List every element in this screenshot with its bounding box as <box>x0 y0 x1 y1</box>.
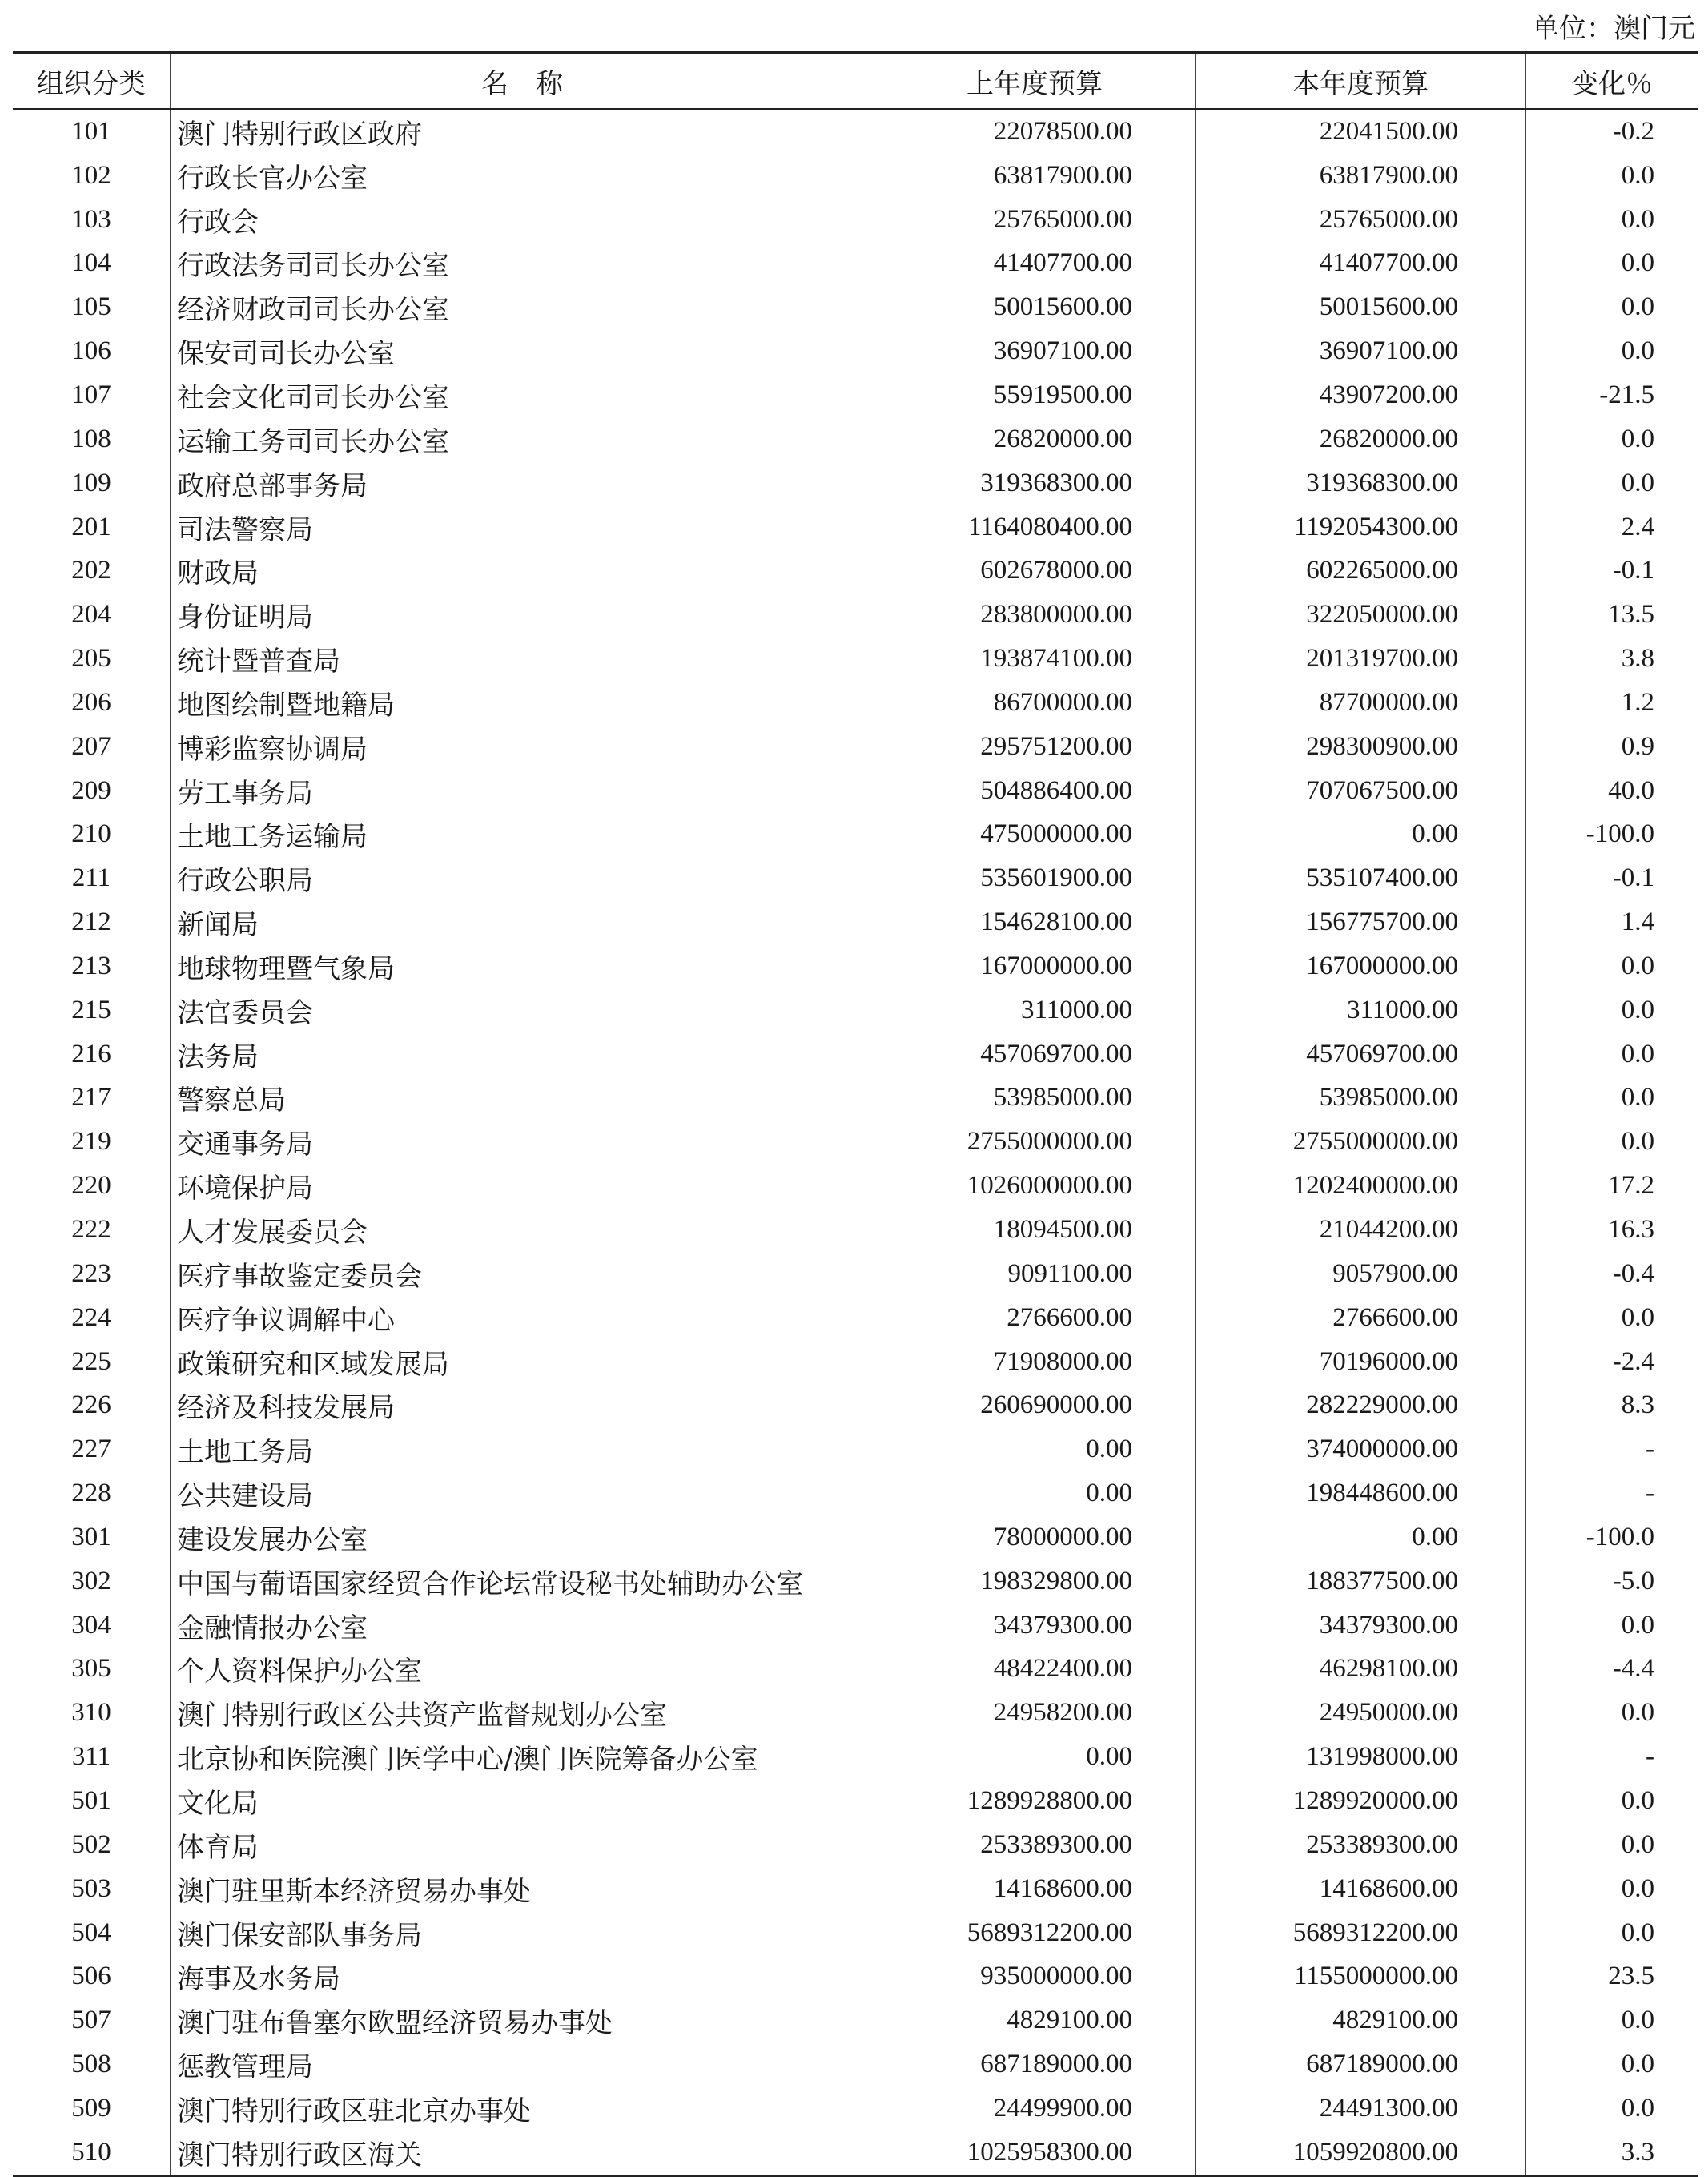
table-row <box>13 1998 1698 2042</box>
cell-change: 23.5 <box>1526 1954 1698 1998</box>
cell-prev-budget: 9091100.00 <box>874 1252 1196 1296</box>
cell-prev-budget: 2766600.00 <box>874 1296 1196 1340</box>
cell-curr-budget: 1192054300.00 <box>1196 505 1526 549</box>
cell-code: 509 <box>71 2093 111 2123</box>
cell-change: 0.0 <box>1526 2086 1698 2131</box>
header-row <box>13 53 1698 110</box>
cell-name: 金融情报办公室 <box>171 1604 874 1648</box>
table-row <box>13 681 1698 725</box>
table-row <box>13 1648 1698 1692</box>
cell-curr-budget: 26820000.00 <box>1196 417 1526 461</box>
budget-table <box>13 51 1698 2177</box>
cell-curr-budget: 167000000.00 <box>1196 944 1526 988</box>
cell-curr-budget: 311000.00 <box>1196 988 1526 1032</box>
cell-code: 305 <box>71 1654 111 1684</box>
table-row <box>13 1911 1698 1955</box>
cell-change: 0.0 <box>1526 2042 1698 2086</box>
cell-prev-budget: 935000000.00 <box>874 1954 1196 1998</box>
cell-code: 107 <box>71 380 111 409</box>
cell-curr-budget: 0.00 <box>1196 1515 1526 1559</box>
cell-change: 0.0 <box>1526 154 1698 198</box>
table-row <box>13 329 1698 373</box>
cell-curr-budget: 63817900.00 <box>1196 154 1526 198</box>
cell-code: 104 <box>71 248 111 278</box>
cell-change: 2.4 <box>1526 505 1698 549</box>
table-row <box>13 769 1698 813</box>
cell-curr-budget: 5689312200.00 <box>1196 1911 1526 1955</box>
cell-code: 202 <box>71 556 111 585</box>
cell-name: 中国与葡语国家经贸合作论坛常设秘书处辅助办公室 <box>171 1559 874 1604</box>
cell-prev-budget: 25765000.00 <box>874 198 1196 242</box>
cell-curr-budget: 602265000.00 <box>1196 549 1526 593</box>
cell-name: 行政会 <box>171 198 874 242</box>
cell-change: 0.0 <box>1526 417 1698 461</box>
table-row <box>13 1779 1698 1823</box>
cell-code: 304 <box>71 1610 111 1640</box>
cell-curr-budget: 0.00 <box>1196 813 1526 857</box>
cell-curr-budget: 198448600.00 <box>1196 1471 1526 1515</box>
cell-curr-budget: 43907200.00 <box>1196 373 1526 417</box>
cell-prev-budget: 283800000.00 <box>874 593 1196 637</box>
cell-prev-budget: 154628100.00 <box>874 900 1196 944</box>
cell-name: 土地工务局 <box>171 1427 874 1471</box>
cell-change: 0.0 <box>1526 1691 1698 1735</box>
cell-prev-budget: 1164080400.00 <box>874 505 1196 549</box>
cell-code: 108 <box>71 424 111 453</box>
table-row <box>13 1867 1698 1911</box>
table-row <box>13 813 1698 857</box>
table-row <box>13 1032 1698 1076</box>
cell-prev-budget: 311000.00 <box>874 988 1196 1032</box>
cell-code: 105 <box>71 292 111 322</box>
cell-name: 公共建设局 <box>171 1471 874 1515</box>
table-row <box>13 1691 1698 1735</box>
cell-name: 政策研究和区域发展局 <box>171 1340 874 1384</box>
cell-change: 0.0 <box>1526 242 1698 286</box>
cell-prev-budget: 41407700.00 <box>874 242 1196 286</box>
cell-code: 301 <box>71 1522 111 1551</box>
cell-prev-budget: 504886400.00 <box>874 769 1196 813</box>
cell-code: 228 <box>71 1479 111 1508</box>
cell-curr-budget: 1155000000.00 <box>1196 1954 1526 1998</box>
cell-change: 16.3 <box>1526 1208 1698 1252</box>
cell-change: 0.0 <box>1526 1120 1698 1164</box>
cell-name: 博彩监察协调局 <box>171 725 874 769</box>
cell-curr-budget: 70196000.00 <box>1196 1340 1526 1384</box>
cell-change: 0.0 <box>1526 1779 1698 1823</box>
cell-name: 土地工务运输局 <box>171 813 874 857</box>
cell-prev-budget: 260690000.00 <box>874 1383 1196 1427</box>
table-row <box>13 1120 1698 1164</box>
cell-prev-budget: 1026000000.00 <box>874 1164 1196 1208</box>
cell-code: 510 <box>13 2131 171 2175</box>
cell-name: 经济及科技发展局 <box>171 1383 874 1427</box>
cell-curr-budget: 24950000.00 <box>1196 1691 1526 1735</box>
table-row <box>13 1604 1698 1648</box>
cell-code: 204 <box>71 600 111 630</box>
cell-prev-budget: 535601900.00 <box>874 856 1196 900</box>
cell-curr-budget: 131998000.00 <box>1196 1735 1526 1779</box>
cell-name: 北京协和医院澳门医学中心/澳门医院筹备办公室 <box>171 1735 874 1779</box>
cell-change: 0.0 <box>1526 285 1698 329</box>
cell-curr-budget: 4829100.00 <box>1196 1998 1526 2042</box>
cell-name: 行政公职局 <box>171 856 874 900</box>
cell-code: 226 <box>71 1390 111 1420</box>
cell-change: 0.0 <box>1526 1076 1698 1121</box>
cell-prev-budget: 0.00 <box>874 1735 1196 1779</box>
cell-name: 行政长官办公室 <box>171 154 874 198</box>
cell-code: 213 <box>71 951 111 980</box>
cell-curr-budget: 41407700.00 <box>1196 242 1526 286</box>
cell-name: 环境保护局 <box>171 1164 874 1208</box>
cell-name: 身份证明局 <box>171 593 874 637</box>
cell-prev-budget: 319368300.00 <box>874 461 1196 505</box>
cell-change: 8.3 <box>1526 1383 1698 1427</box>
table-row <box>13 417 1698 461</box>
cell-change: - <box>1526 1735 1698 1779</box>
table-row <box>13 1252 1698 1296</box>
cell-curr-budget: 156775700.00 <box>1196 900 1526 944</box>
cell-code: 212 <box>71 907 111 937</box>
cell-name: 澳门特别行政区驻北京办事处 <box>171 2086 874 2131</box>
cell-change: 1.4 <box>1526 900 1698 944</box>
table-row <box>13 900 1698 944</box>
cell-code: 220 <box>71 1171 111 1201</box>
cell-code: 211 <box>71 863 111 893</box>
cell-name: 政府总部事务局 <box>171 461 874 505</box>
cell-change: -100.0 <box>1526 1515 1698 1559</box>
cell-change: - <box>1526 1427 1698 1471</box>
cell-code: 506 <box>71 1962 111 1991</box>
cell-name: 澳门保安部队事务局 <box>171 1911 874 1955</box>
cell-prev-budget: 26820000.00 <box>874 417 1196 461</box>
cell-prev-budget: 4829100.00 <box>874 1998 1196 2042</box>
cell-code: 219 <box>71 1127 111 1157</box>
table-row <box>13 109 1698 154</box>
cell-change: 0.0 <box>1526 461 1698 505</box>
cell-curr-budget: 25765000.00 <box>1196 198 1526 242</box>
cell-curr-budget: 282229000.00 <box>1196 1383 1526 1427</box>
cell-code: 215 <box>71 995 111 1024</box>
cell-name: 劳工事务局 <box>171 769 874 813</box>
cell-name: 警察总局 <box>171 1076 874 1121</box>
cell-prev-budget: 55919500.00 <box>874 373 1196 417</box>
cell-change: -0.4 <box>1526 1252 1698 1296</box>
cell-change: 0.0 <box>1526 1032 1698 1076</box>
cell-name: 澳门特别行政区政府 <box>171 109 874 154</box>
cell-code: 227 <box>71 1435 111 1464</box>
table-row <box>13 944 1698 988</box>
cell-name: 地球物理暨气象局 <box>171 944 874 988</box>
cell-curr-budget: 2755000000.00 <box>1196 1120 1526 1164</box>
cell-curr-budget: 535107400.00 <box>1196 856 1526 900</box>
cell-name: 医疗争议调解中心 <box>171 1296 874 1340</box>
cell-prev-budget: 14168600.00 <box>874 1867 1196 1911</box>
header-name: 名 称 <box>171 53 874 110</box>
cell-curr-budget: 1059920800.00 <box>1196 2131 1526 2175</box>
table-row <box>13 1296 1698 1340</box>
cell-name: 法务局 <box>171 1032 874 1076</box>
cell-curr-budget: 22041500.00 <box>1196 109 1526 154</box>
cell-prev-budget: 295751200.00 <box>874 725 1196 769</box>
cell-change: 13.5 <box>1526 593 1698 637</box>
cell-name: 经济财政司司长办公室 <box>171 285 874 329</box>
cell-name: 行政法务司司长办公室 <box>171 242 874 286</box>
cell-change: 0.0 <box>1526 1998 1698 2042</box>
cell-code: 311 <box>71 1742 111 1772</box>
cell-name: 交通事务局 <box>171 1120 874 1164</box>
cell-prev-budget: 78000000.00 <box>874 1515 1196 1559</box>
cell-prev-budget: 34379300.00 <box>874 1604 1196 1648</box>
header-prev-budget: 上年度预算 <box>874 53 1196 110</box>
cell-change: 0.0 <box>1526 988 1698 1032</box>
cell-prev-budget: 50015600.00 <box>874 285 1196 329</box>
cell-name: 澳门驻布鲁塞尔欧盟经济贸易办事处 <box>171 1998 874 2042</box>
cell-change: -21.5 <box>1526 373 1698 417</box>
header-curr-budget: 本年度预算 <box>1196 53 1526 110</box>
cell-curr-budget: 1289920000.00 <box>1196 1779 1526 1823</box>
cell-change: 0.0 <box>1526 1867 1698 1911</box>
table-row <box>13 2042 1698 2086</box>
cell-name: 司法警察局 <box>171 505 874 549</box>
cell-name: 澳门特别行政区公共资产监督规划办公室 <box>171 1691 874 1735</box>
cell-change: -2.4 <box>1526 1340 1698 1384</box>
cell-code: 217 <box>71 1083 111 1113</box>
cell-code: 507 <box>71 2006 111 2035</box>
cell-name: 人才发展委员会 <box>171 1208 874 1252</box>
table-row <box>13 2086 1698 2131</box>
cell-curr-budget: 687189000.00 <box>1196 2042 1526 2086</box>
cell-prev-budget: 457069700.00 <box>874 1032 1196 1076</box>
cell-curr-budget: 188377500.00 <box>1196 1559 1526 1604</box>
cell-name: 建设发展办公室 <box>171 1515 874 1559</box>
cell-prev-budget: 2755000000.00 <box>874 1120 1196 1164</box>
cell-curr-budget: 36907100.00 <box>1196 329 1526 373</box>
cell-prev-budget: 63817900.00 <box>874 154 1196 198</box>
cell-prev-budget: 1025958300.00 <box>874 2131 1196 2175</box>
cell-name: 统计暨普查局 <box>171 637 874 681</box>
table-row <box>13 1823 1698 1867</box>
cell-prev-budget: 48422400.00 <box>874 1648 1196 1692</box>
table-row <box>13 1208 1698 1252</box>
cell-curr-budget: 21044200.00 <box>1196 1208 1526 1252</box>
cell-prev-budget: 22078500.00 <box>874 109 1196 154</box>
cell-name: 个人资料保护办公室 <box>171 1648 874 1692</box>
table-row <box>13 988 1698 1032</box>
cell-name: 澳门驻里斯本经济贸易办事处 <box>171 1867 874 1911</box>
cell-name: 新闻局 <box>171 900 874 944</box>
table-row <box>13 1076 1698 1121</box>
cell-curr-budget: 46298100.00 <box>1196 1648 1526 1692</box>
cell-code: 106 <box>71 336 111 366</box>
cell-name: 财政局 <box>171 549 874 593</box>
cell-change: 0.0 <box>1526 1296 1698 1340</box>
cell-curr-budget: 253389300.00 <box>1196 1823 1526 1867</box>
table-row <box>13 1735 1698 1779</box>
cell-change: 0.0 <box>1526 1911 1698 1955</box>
cell-code: 207 <box>71 731 111 761</box>
cell-prev-budget: 198329800.00 <box>874 1559 1196 1604</box>
cell-change: 0.0 <box>1526 944 1698 988</box>
cell-change: -0.1 <box>1526 549 1698 593</box>
cell-change: 0.9 <box>1526 725 1698 769</box>
cell-code: 109 <box>71 468 111 497</box>
cell-code: 225 <box>71 1346 111 1376</box>
table-row <box>13 1340 1698 1384</box>
cell-prev-budget: 5689312200.00 <box>874 1911 1196 1955</box>
cell-code: 210 <box>71 819 111 849</box>
table-row <box>13 1515 1698 1559</box>
cell-code: 501 <box>71 1785 111 1815</box>
cell-name: 法官委员会 <box>171 988 874 1032</box>
cell-name: 体育局 <box>171 1823 874 1867</box>
table-row <box>13 1427 1698 1471</box>
cell-curr-budget: 24491300.00 <box>1196 2086 1526 2131</box>
cell-name: 社会文化司司长办公室 <box>171 373 874 417</box>
table-row <box>13 856 1698 900</box>
cell-prev-budget: 71908000.00 <box>874 1340 1196 1384</box>
cell-curr-budget: 201319700.00 <box>1196 637 1526 681</box>
table-row <box>13 1471 1698 1515</box>
cell-code: 224 <box>71 1302 111 1332</box>
cell-prev-budget: 1289928800.00 <box>874 1779 1196 1823</box>
table-row <box>13 505 1698 549</box>
cell-name: 惩教管理局 <box>171 2042 874 2086</box>
cell-prev-budget: 167000000.00 <box>874 944 1196 988</box>
cell-prev-budget: 0.00 <box>874 1471 1196 1515</box>
cell-code: 302 <box>71 1566 111 1596</box>
cell-curr-budget: 298300900.00 <box>1196 725 1526 769</box>
cell-prev-budget: 253389300.00 <box>874 1823 1196 1867</box>
cell-change: 0.0 <box>1526 1604 1698 1648</box>
cell-code: 216 <box>71 1039 111 1068</box>
cell-change: - <box>1526 1471 1698 1515</box>
cell-change: 0.0 <box>1526 1823 1698 1867</box>
cell-curr-budget: 50015600.00 <box>1196 285 1526 329</box>
cell-name: 海事及水务局 <box>171 1954 874 1998</box>
cell-curr-budget: 1202400000.00 <box>1196 1164 1526 1208</box>
cell-code: 101 <box>71 116 111 146</box>
cell-prev-budget: 36907100.00 <box>874 329 1196 373</box>
table-row <box>13 1383 1698 1427</box>
cell-prev-budget: 53985000.00 <box>874 1076 1196 1121</box>
cell-code: 102 <box>71 160 111 190</box>
cell-change: -100.0 <box>1526 813 1698 857</box>
cell-change: 40.0 <box>1526 769 1698 813</box>
cell-change: 17.2 <box>1526 1164 1698 1208</box>
cell-prev-budget: 475000000.00 <box>874 813 1196 857</box>
table-row <box>13 2131 1698 2175</box>
table-row <box>13 1954 1698 1998</box>
cell-change: 0.0 <box>1526 329 1698 373</box>
cell-curr-budget: 322050000.00 <box>1196 593 1526 637</box>
unit-label: 单位：澳门元 <box>1532 14 1695 44</box>
header-code: 组织分类 <box>13 53 171 110</box>
table-row <box>13 725 1698 769</box>
table-row <box>13 593 1698 637</box>
cell-change: -4.4 <box>1526 1648 1698 1692</box>
cell-curr-budget: 34379300.00 <box>1196 1604 1526 1648</box>
cell-prev-budget: 24958200.00 <box>874 1691 1196 1735</box>
cell-code: 508 <box>71 2050 111 2079</box>
cell-code: 503 <box>71 1873 111 1903</box>
cell-code: 201 <box>71 512 111 541</box>
table-row <box>13 1164 1698 1208</box>
cell-code: 103 <box>71 204 111 234</box>
cell-code: 310 <box>71 1698 111 1728</box>
cell-curr-budget: 2766600.00 <box>1196 1296 1526 1340</box>
table-body <box>13 109 1698 2175</box>
cell-curr-budget: 707067500.00 <box>1196 769 1526 813</box>
cell-name: 地图绘制暨地籍局 <box>171 681 874 725</box>
table-row <box>13 242 1698 286</box>
cell-change: 3.3 <box>1526 2131 1698 2175</box>
cell-curr-budget: 87700000.00 <box>1196 681 1526 725</box>
cell-prev-budget: 687189000.00 <box>874 2042 1196 2086</box>
table-row <box>13 198 1698 242</box>
table-row <box>13 373 1698 417</box>
cell-change: -5.0 <box>1526 1559 1698 1604</box>
cell-prev-budget: 193874100.00 <box>874 637 1196 681</box>
cell-prev-budget: 86700000.00 <box>874 681 1196 725</box>
table-row <box>13 1559 1698 1604</box>
cell-curr-budget: 319368300.00 <box>1196 461 1526 505</box>
cell-code: 205 <box>71 644 111 674</box>
cell-code: 222 <box>71 1215 111 1245</box>
table-row <box>13 285 1698 329</box>
cell-curr-budget: 14168600.00 <box>1196 1867 1526 1911</box>
cell-name: 医疗事故鉴定委员会 <box>171 1252 874 1296</box>
header-change: 变化％ <box>1526 53 1698 110</box>
cell-code: 502 <box>71 1829 111 1859</box>
table-row <box>13 549 1698 593</box>
cell-curr-budget: 374000000.00 <box>1196 1427 1526 1471</box>
cell-curr-budget: 9057900.00 <box>1196 1252 1526 1296</box>
cell-curr-budget: 457069700.00 <box>1196 1032 1526 1076</box>
table-row <box>13 637 1698 681</box>
table-row <box>13 154 1698 198</box>
cell-change: -0.1 <box>1526 856 1698 900</box>
cell-name: 澳门特别行政区海关 <box>171 2131 874 2175</box>
cell-code: 206 <box>71 687 111 717</box>
cell-prev-budget: 0.00 <box>874 1427 1196 1471</box>
cell-prev-budget: 24499900.00 <box>874 2086 1196 2131</box>
cell-code: 504 <box>71 1917 111 1947</box>
cell-change: 3.8 <box>1526 637 1698 681</box>
cell-change: 1.2 <box>1526 681 1698 725</box>
cell-name: 运输工务司司长办公室 <box>171 417 874 461</box>
cell-name: 文化局 <box>171 1779 874 1823</box>
cell-prev-budget: 602678000.00 <box>874 549 1196 593</box>
cell-curr-budget: 53985000.00 <box>1196 1076 1526 1121</box>
cell-name: 保安司司长办公室 <box>171 329 874 373</box>
cell-code: 209 <box>71 775 111 805</box>
table-row <box>13 461 1698 505</box>
cell-change: -0.2 <box>1526 109 1698 154</box>
cell-code: 223 <box>71 1258 111 1288</box>
cell-prev-budget: 18094500.00 <box>874 1208 1196 1252</box>
cell-change: 0.0 <box>1526 198 1698 242</box>
